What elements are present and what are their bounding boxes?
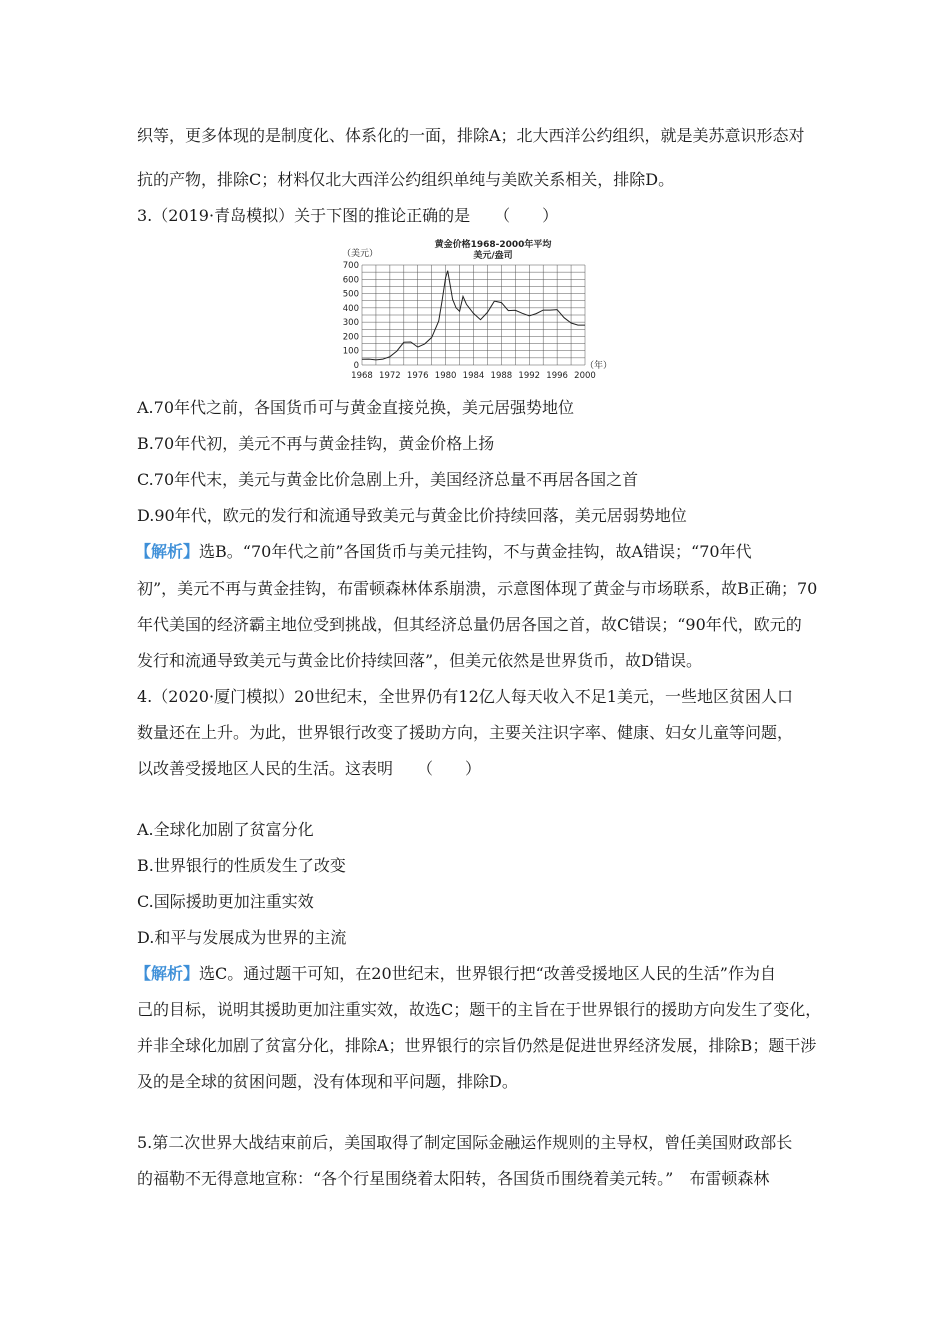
question-5-l2: 的福勒不无得意地宣称：“各个行星围绕着太阳转，各国货币围绕着美元转。” 布雷顿森林 — [137, 1169, 770, 1188]
para-l2: 抗的产物，排除C；材料仅北大西洋公约组织单纯与美欧关系相关，排除D。 — [137, 170, 675, 189]
question-5-l1: 5.第二次世界大战结束前后，美国取得了制定国际金融运作规则的主导权，曾任美国财政部长 — [137, 1133, 793, 1152]
x-tick-label: 2000 — [574, 371, 596, 381]
option-4d: D.和平与发展成为世界的主流 — [137, 928, 347, 947]
x-tick-label: 1980 — [434, 371, 457, 381]
analysis-text: 选C。通过题干可知，在20世纪末，世界银行把“改善受援地区人民的生活”作为自 — [199, 964, 776, 983]
y-tick-label: 400 — [342, 303, 359, 314]
option-3c: C.70年代末，美元与黄金比价急剧上升，美国经济总量不再居各国之首 — [137, 470, 639, 489]
analysis-4-l2: 己的目标，说明其援助更加注重实效，故选C；题干的主旨在于世界银行的援助方向发生了变化， — [137, 1000, 822, 1019]
question-4-l2: 数量还在上升。为此，世界银行改变了援助方向，主要关注识字率、健康、妇女儿童等问题， — [137, 723, 794, 742]
question-4-l3: 以改善受援地区人民的生活。这表明 （ ） — [137, 759, 482, 778]
x-tick-label: 1968 — [351, 371, 373, 381]
analysis-3-l4: 发行和流通导致美元与黄金比价持续回落”，但美元依然是世界货币，故D错误。 — [137, 651, 703, 670]
chart-subtitle: 美元/盎司 — [473, 251, 513, 261]
option-4b: B.世界银行的性质发生了改变 — [137, 856, 346, 875]
y-tick-label: 100 — [342, 346, 359, 357]
y-tick-label: 0 — [353, 361, 359, 371]
analysis-tag: 【解析】 — [135, 964, 200, 983]
x-tick-label: 1976 — [406, 371, 429, 381]
x-tick-label: 1972 — [379, 371, 401, 381]
option-3a: A.70年代之前，各国货币可与黄金直接兑换，美元居强势地位 — [137, 398, 575, 417]
analysis-3-l3: 年代美国的经济霸主地位受到挑战，但其经济总量仍居各国之首，故C错误；“90年代，欧元的 — [137, 615, 802, 634]
analysis-tag: 【解析】 — [135, 542, 200, 561]
y-axis-label: （美元） — [342, 249, 379, 259]
analysis-3-l2: 初”，美元不再与黄金挂钩，布雷顿森林体系崩溃，示意图体现了黄金与市场联系，故B正确；70 — [137, 579, 818, 598]
gold-price-chart — [340, 236, 613, 386]
x-tick-label: 1984 — [462, 371, 485, 381]
y-tick-label: 700 — [342, 261, 359, 271]
x-axis-label: （年） — [585, 361, 613, 371]
y-tick-label: 200 — [342, 332, 359, 343]
x-tick-label: 1988 — [490, 371, 513, 381]
para-l1: 织等，更多体现的是制度化、体系化的一面，排除A；北大西洋公约组织，就是美苏意识形态对 — [137, 126, 805, 145]
x-tick-label: 1996 — [546, 371, 568, 381]
y-tick-label: 300 — [342, 318, 359, 329]
chart-title: 黄金价格1968-2000年平均 — [434, 240, 552, 250]
question-4-l1: 4.（2020·厦门模拟）20世纪末，全世界仍有12亿人每天收入不足1美元，一些地区贫困人口 — [137, 687, 793, 706]
option-4a: A.全球化加剧了贫富分化 — [137, 820, 314, 839]
question-3: 3.（2019·青岛模拟）关于下图的推论正确的是 （ ） — [137, 206, 559, 225]
y-tick-label: 600 — [342, 275, 359, 286]
analysis-4-l3: 并非全球化加剧了贫富分化，排除A；世界银行的宗旨仍然是促进世界经济发展，排除B；题干涉 — [137, 1036, 817, 1055]
option-3b: B.70年代初，美元不再与黄金挂钩，黄金价格上扬 — [137, 434, 495, 453]
y-tick-label: 500 — [342, 289, 359, 300]
option-4c: C.国际援助更加注重实效 — [137, 892, 314, 911]
analysis-4-l4: 及的是全球的贫困问题，没有体现和平问题，排除D。 — [137, 1072, 518, 1091]
analysis-text: 选B。“70年代之前”各国货币与美元挂钩，不与黄金挂钩，故A错误；“70年代 — [199, 542, 752, 561]
option-3d: D.90年代，欧元的发行和流通导致美元与黄金比价持续回落，美元居弱势地位 — [137, 506, 687, 525]
x-tick-label: 1992 — [518, 371, 541, 381]
analysis-4-l1 — [135, 964, 776, 984]
analysis-3-l1 — [135, 542, 752, 562]
